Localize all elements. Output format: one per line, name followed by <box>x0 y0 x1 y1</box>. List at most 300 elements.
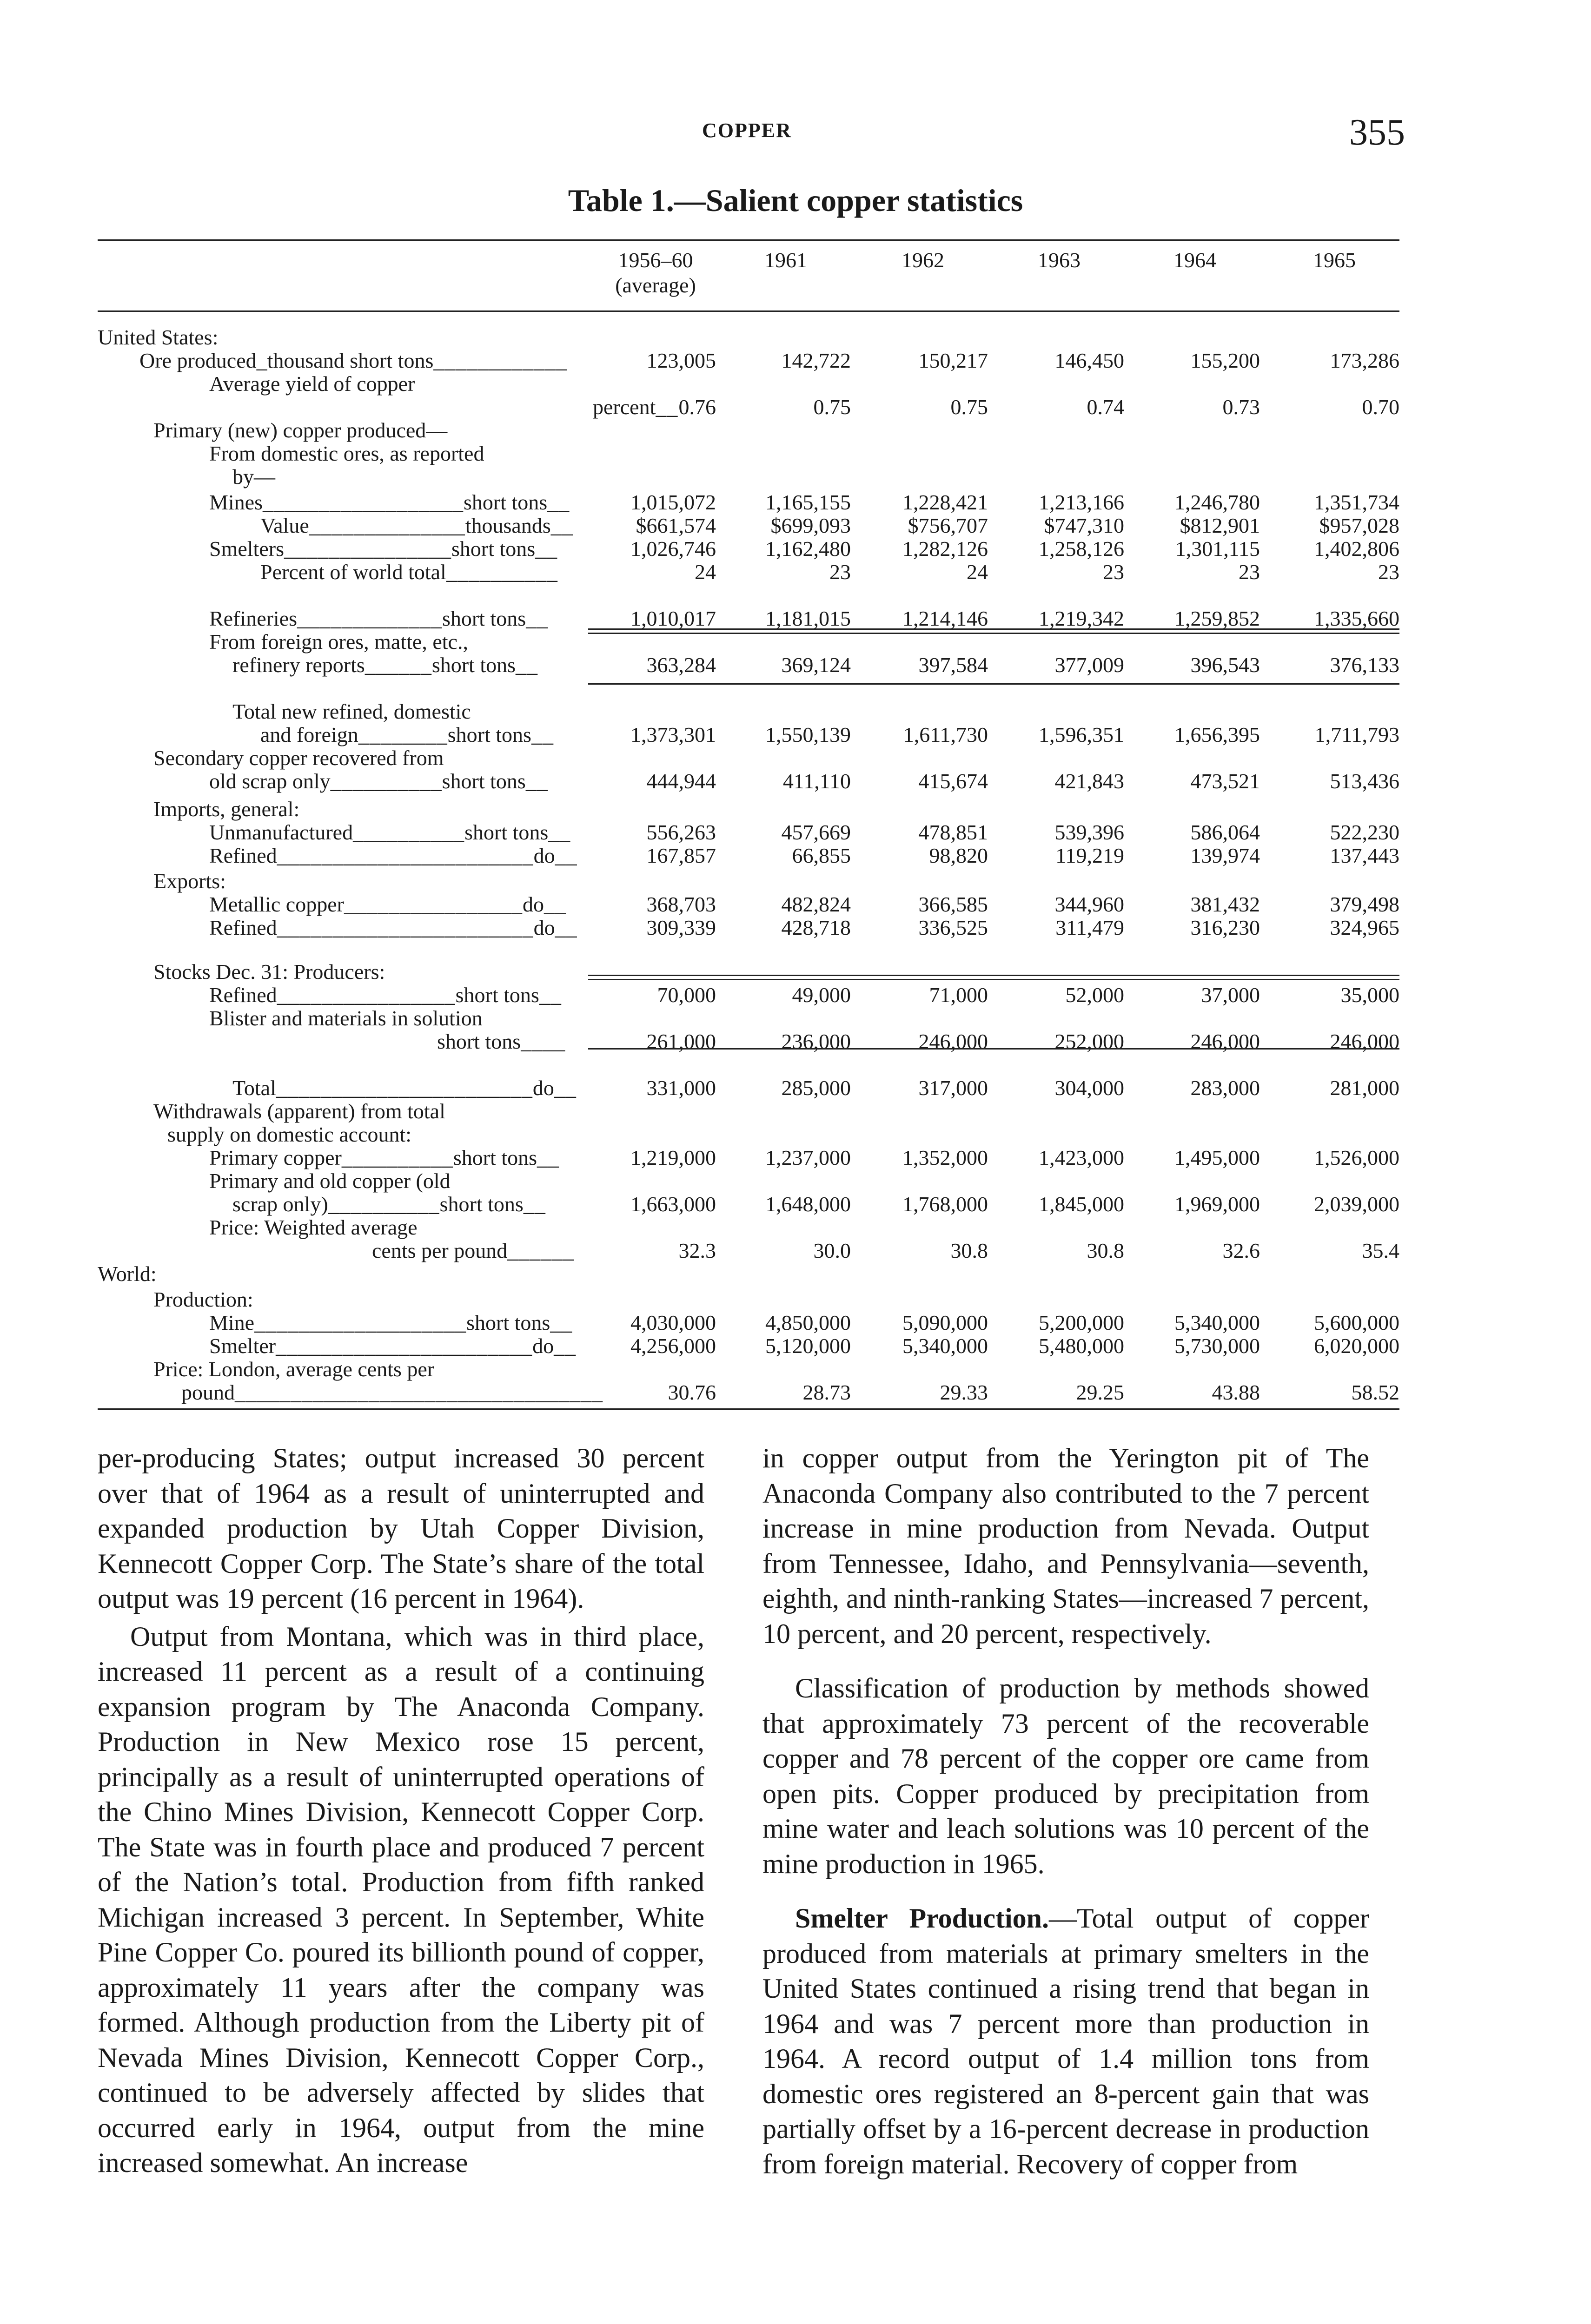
page-number: 355 <box>1349 112 1405 153</box>
row-label <box>167 1122 411 1147</box>
text-column-right <box>762 1441 1369 2182</box>
row-label <box>209 607 548 631</box>
dot-leader: _______________________ <box>276 1334 533 1358</box>
table-cell: 377,009 <box>1054 653 1124 677</box>
table-header-rule <box>98 310 1399 312</box>
dot-leader: __________ <box>341 1146 453 1169</box>
table-cell: 369,124 <box>781 653 851 677</box>
row-unit: short tons <box>439 1192 524 1216</box>
dot-leader: __ <box>516 653 538 677</box>
table-cell: $812,901 <box>1180 514 1260 537</box>
table-row <box>0 1192 1591 1216</box>
row-label-text: Smelters <box>209 537 284 561</box>
table-row <box>0 1099 1591 1123</box>
col-head-1963: 1963 <box>1038 248 1081 272</box>
table-cell: 281,000 <box>1330 1076 1399 1100</box>
row-label <box>260 514 573 538</box>
row-label-text: Total <box>232 1076 276 1100</box>
row-label-text: refinery reports <box>232 653 365 677</box>
row-label-text: Average yield of copper <box>209 372 415 396</box>
row-label-text: Refined <box>209 983 277 1007</box>
dot-leader: _______________________ <box>277 916 534 939</box>
row-label <box>232 465 275 489</box>
table-cell: 539,396 <box>1054 820 1124 844</box>
dot-leader: __ <box>526 607 549 630</box>
table-cell: 137,443 <box>1330 844 1399 867</box>
table-cell: 155,200 <box>1190 349 1260 372</box>
table-cell: 1,550,139 <box>765 723 851 746</box>
table-cell: 482,824 <box>781 892 851 916</box>
table-row <box>0 1146 1591 1170</box>
running-title: COPPER <box>702 119 792 142</box>
table-cell: 1,162,480 <box>765 537 851 561</box>
table-cell: 1,259,852 <box>1174 607 1260 630</box>
table-cell: 150,217 <box>918 349 988 372</box>
dot-leader: __ <box>547 490 570 514</box>
dot-leader: ______ <box>365 653 432 677</box>
row-label-text: Refined <box>209 916 277 939</box>
row-label-text: Price: Weighted average <box>209 1215 418 1239</box>
table-row <box>0 960 1591 984</box>
table-cell: 428,718 <box>781 916 851 939</box>
dot-leader: __ <box>539 983 562 1007</box>
table-row <box>0 820 1591 845</box>
row-unit: do <box>532 1334 554 1358</box>
table-row <box>0 723 1591 747</box>
row-label-text: United States: <box>98 325 219 349</box>
table-row <box>0 372 1591 396</box>
table-top-rule <box>98 239 1399 241</box>
table-cell: 331,000 <box>646 1076 716 1100</box>
table-row <box>0 560 1591 584</box>
table-cell: 1,352,000 <box>902 1146 988 1169</box>
table-cell: 1,219,342 <box>1039 607 1124 630</box>
table-cell: 1,969,000 <box>1174 1192 1260 1216</box>
row-label <box>232 653 538 677</box>
row-unit: short tons <box>431 653 516 677</box>
dot-leader: ________ <box>358 723 448 746</box>
table-cell: 397,584 <box>918 653 988 677</box>
row-unit: short tons <box>464 820 549 844</box>
table-cell: 1,246,780 <box>1174 490 1260 514</box>
dot-leader: __ <box>531 723 554 746</box>
table-row <box>0 1380 1591 1405</box>
row-label <box>232 1076 577 1100</box>
table-cell: 1,495,000 <box>1174 1146 1260 1169</box>
row-label <box>209 916 577 940</box>
row-label-text: Withdrawals (apparent) from total <box>153 1099 445 1123</box>
table-row <box>0 418 1591 442</box>
table-cell: 586,064 <box>1190 820 1260 844</box>
table-cell: 5,120,000 <box>765 1334 851 1358</box>
table-row <box>0 1287 1591 1312</box>
row-label <box>232 700 471 724</box>
dot-leader: _______________ <box>284 537 451 561</box>
row-label <box>209 442 484 466</box>
table-cell: 0.75 <box>813 395 851 419</box>
table-row <box>0 916 1591 940</box>
row-unit: short tons <box>451 537 536 561</box>
table-cell: 70,000 <box>657 983 716 1007</box>
row-label <box>209 983 562 1007</box>
row-label-text: Primary (new) copper produced— <box>153 418 448 442</box>
dot-leader: _________________________________ <box>235 1380 603 1404</box>
table-cell: 5,340,000 <box>902 1334 988 1358</box>
col-head-1965: 1965 <box>1313 248 1356 272</box>
row-label <box>153 746 444 770</box>
table-cell: 43.88 <box>1212 1380 1260 1404</box>
dot-leader: __ <box>555 844 577 867</box>
row-unit: short tons <box>455 983 539 1007</box>
table-double-rule <box>588 975 1399 980</box>
table-cell: 1,845,000 <box>1039 1192 1124 1216</box>
dot-leader: __ <box>554 1334 577 1358</box>
table-cell: 30.8 <box>950 1239 988 1262</box>
dot-leader: ___________________ <box>254 1311 467 1334</box>
dot-leader: ________________ <box>344 892 523 916</box>
row-label-text: old scrap only <box>209 769 331 793</box>
row-label <box>153 418 447 442</box>
row-label <box>209 1169 451 1193</box>
table-cell: 411,110 <box>782 769 851 793</box>
text-column-left <box>98 1441 704 2181</box>
table-cell: 304,000 <box>1054 1076 1124 1100</box>
table-cell: 0.75 <box>950 395 988 419</box>
row-label <box>260 560 558 584</box>
table-row <box>0 769 1591 793</box>
table-cell: 1,648,000 <box>765 1192 851 1216</box>
table-cell: 261,000 <box>646 1030 716 1053</box>
table-cell: 0.76 <box>678 395 716 419</box>
table-cell: 1,258,126 <box>1039 537 1124 561</box>
table-cell: 30.0 <box>813 1239 851 1262</box>
table-cell: 71,000 <box>929 983 988 1007</box>
row-label-text: Price: London, average cents per <box>153 1357 435 1381</box>
row-label-text: Total new refined, domestic <box>232 700 471 723</box>
table-cell: 29.33 <box>940 1380 988 1404</box>
table-cell: 119,219 <box>1055 844 1124 867</box>
row-unit: short tons <box>464 490 548 514</box>
table-cell: 139,974 <box>1190 844 1260 867</box>
table-cell: 58.52 <box>1351 1380 1399 1404</box>
row-label-text: Mine <box>209 1311 255 1334</box>
table-cell: 52,000 <box>1065 983 1124 1007</box>
row-label <box>209 844 577 868</box>
table-row <box>0 537 1591 561</box>
table-cell: 1,010,017 <box>630 607 716 630</box>
table-row <box>0 1122 1591 1147</box>
table-row <box>0 653 1591 677</box>
table-cell: 457,669 <box>781 820 851 844</box>
dot-leader: ____________ <box>433 349 568 372</box>
table-cell: 1,656,395 <box>1174 723 1260 746</box>
row-unit: thousands <box>465 514 551 537</box>
table-cell: 5,340,000 <box>1174 1311 1260 1334</box>
table-cell: 24 <box>967 560 988 584</box>
table-cell: 368,703 <box>646 892 716 916</box>
table-cell: 5,480,000 <box>1039 1334 1124 1358</box>
table-row <box>0 869 1591 893</box>
row-label-text: Value <box>260 514 309 537</box>
table-cell: 556,263 <box>646 820 716 844</box>
dot-leader: __ <box>550 1311 573 1334</box>
dot-leader: __ <box>550 514 573 537</box>
row-label-text: Blister and materials in solution <box>209 1006 483 1030</box>
table-cell: 5,730,000 <box>1174 1334 1260 1358</box>
table-cell: 1,228,421 <box>902 490 988 514</box>
table-cell: 23 <box>1378 560 1399 584</box>
table-row <box>0 1357 1591 1381</box>
table-cell: 246,000 <box>1330 1030 1399 1053</box>
dot-leader: __ <box>555 916 577 939</box>
row-label-text: Unmanufactured <box>209 820 353 844</box>
paragraph: in copper output from the Yerington pit of The Anaconda Company also contributed to the 7 percent increase in mine production from Nevada. Output from Tennessee, Idaho, and Pennsylvania—seventh, eighth, and ninth-ranking States—increased 7 percent, 10 percent, and 20 percent, respectively. <box>762 1443 1369 1649</box>
table-cell: 1,214,146 <box>902 607 988 630</box>
table-cell: 324,965 <box>1330 916 1399 939</box>
table-cell: 167,857 <box>646 844 716 867</box>
row-label <box>98 325 218 350</box>
row-label-text: Primary copper <box>209 1146 342 1169</box>
table-cell: 146,450 <box>1054 349 1124 372</box>
table-title: Table 1.—Salient copper statistics <box>568 183 1023 218</box>
table-cell: 236,000 <box>781 1030 851 1053</box>
table-cell: 1,663,000 <box>630 1192 716 1216</box>
table-cell: 23 <box>829 560 851 584</box>
table-cell: 396,543 <box>1190 653 1260 677</box>
table-cell: 29.25 <box>1076 1380 1124 1404</box>
table-cell: 5,090,000 <box>902 1311 988 1334</box>
row-label-text: Stocks Dec. 31: Producers: <box>153 960 385 984</box>
paragraph: Classification of production by methods showed that approximately 73 percent of the recoverable copper and 78 percent of the copper ore came from open pits. Copper produced by precipitation from mine water and leach solutions was 10 percent of the mine production in 1965. <box>762 1673 1369 1879</box>
table-row <box>0 442 1591 466</box>
row-label-text: by— <box>232 465 275 489</box>
table-cell: 32.6 <box>1222 1239 1260 1262</box>
table-cell: 444,944 <box>646 769 716 793</box>
table-row <box>0 983 1591 1007</box>
table-cell: $957,028 <box>1319 514 1399 537</box>
row-label <box>209 537 557 561</box>
row-label <box>209 769 548 793</box>
table-row <box>0 892 1591 917</box>
row-label <box>209 372 415 396</box>
row-label-text: Percent of world total <box>260 560 446 584</box>
row-unit: do <box>533 844 555 867</box>
table-cell: 1,351,734 <box>1314 490 1399 514</box>
row-label <box>153 1357 434 1381</box>
table-cell: 0.73 <box>1222 395 1260 419</box>
table-cell: 142,722 <box>781 349 851 372</box>
row-label <box>209 1006 483 1030</box>
table-cell: 1,423,000 <box>1039 1146 1124 1169</box>
table-cell: $699,093 <box>770 514 851 537</box>
row-label-text: Refined <box>209 844 277 867</box>
col-head-1961: 1961 <box>764 248 807 272</box>
table-cell: 24 <box>695 560 716 584</box>
table-row <box>0 1030 1591 1054</box>
table-cell: 309,339 <box>646 916 716 939</box>
row-label-text: Secondary copper recovered from <box>153 746 444 770</box>
table-cell: 123,005 <box>646 349 716 372</box>
dot-leader: __________ <box>330 769 442 793</box>
table-cell: 1,181,015 <box>765 607 851 630</box>
row-label <box>209 490 570 515</box>
row-label-text: Exports: <box>153 869 226 893</box>
row-label-text: Imports, general: <box>153 797 300 821</box>
table-cell: 30.76 <box>668 1380 716 1404</box>
table-cell: 23 <box>1103 560 1124 584</box>
table-row <box>0 514 1591 538</box>
table-cell: 30.8 <box>1087 1239 1124 1262</box>
row-label <box>232 1192 546 1216</box>
table-cell: 49,000 <box>792 983 851 1007</box>
table-cell: $756,707 <box>908 514 988 537</box>
dot-leader: __ <box>554 1076 577 1100</box>
row-label <box>153 1099 445 1123</box>
row-unit: do <box>522 892 544 916</box>
row-label-text: Metallic copper <box>209 892 344 916</box>
table-row <box>0 797 1591 821</box>
row-label-text: Ore produced_thousand short tons <box>139 349 434 372</box>
row-label <box>260 723 554 747</box>
row-label-text: percent <box>593 395 656 419</box>
table-cell: 1,611,730 <box>903 723 988 746</box>
table-row <box>0 395 1591 419</box>
dot-leader: __________________ <box>263 490 464 514</box>
table-cell: 1,165,155 <box>765 490 851 514</box>
dot-leader: __ <box>525 769 548 793</box>
table-cell: 0.74 <box>1087 395 1124 419</box>
table-cell: 1,596,351 <box>1039 723 1124 746</box>
table-cell: 379,498 <box>1330 892 1399 916</box>
row-label-text: Primary and old copper (old <box>209 1169 451 1193</box>
table-cell: 98,820 <box>929 844 988 867</box>
row-label-text: From domestic ores, as reported <box>209 442 484 465</box>
table-cell: 252,000 <box>1054 1030 1124 1053</box>
row-label-text: World: <box>98 1262 157 1286</box>
row-label-text: supply on domestic account: <box>167 1122 412 1146</box>
row-label <box>209 892 566 917</box>
table-row <box>0 1215 1591 1240</box>
table-row <box>0 700 1591 724</box>
paragraph: Output from Montana, which was in third place, increased 11 percent as a result of a continuing expansion program by The Anaconda Company. Production in New Mexico rose 15 percent, principally as a result of uninterrupted operations of the Chino Mines Division, Kennecott Copper Corp. The State was in fourth place and produced 7 percent of the Nation’s total. Production from fifth ranked Michigan increased 3 percent. In September, White Pine Copper Co. poured its billionth pound of copper, approximately 11 years after the company was formed. Although production from the Liberty pit of Nevada Mines Division, Kennecott Copper Corp., continued to be adversely affected by slides that occurred early in 1964, output from the mine increased somewhat. An increase <box>98 1621 704 2178</box>
dot-leader: __________ <box>328 1192 440 1216</box>
table-row <box>0 1006 1591 1030</box>
table-cell: 283,000 <box>1190 1076 1260 1100</box>
table-cell: $747,310 <box>1044 514 1124 537</box>
table-cell: 28.73 <box>802 1380 851 1404</box>
table-double-rule <box>588 628 1399 634</box>
table-cell: 478,851 <box>918 820 988 844</box>
table-cell: 1,219,000 <box>630 1146 716 1169</box>
dot-leader: _______________________ <box>277 844 534 867</box>
dot-leader: __ <box>537 1146 560 1169</box>
table-row <box>0 325 1591 350</box>
table-cell: 376,133 <box>1330 653 1399 677</box>
row-unit: short tons <box>442 607 526 630</box>
table-cell: 35,000 <box>1340 983 1399 1007</box>
dot-leader: _____________ <box>297 607 443 630</box>
table-cell: 366,585 <box>918 892 988 916</box>
table-row <box>0 1239 1591 1263</box>
dot-leader: ______ <box>507 1239 575 1262</box>
table-subtotal-rule <box>588 683 1399 685</box>
table-bottom-rule <box>98 1408 1399 1410</box>
table-row <box>0 1262 1591 1286</box>
table-cell: 6,020,000 <box>1314 1334 1399 1358</box>
table-cell: 173,286 <box>1330 349 1399 372</box>
row-label <box>153 960 385 984</box>
dot-leader: __ <box>548 820 571 844</box>
table-row <box>0 607 1591 631</box>
table-cell: 344,960 <box>1054 892 1124 916</box>
table-row <box>0 844 1591 868</box>
table-cell: $661,574 <box>636 514 716 537</box>
table-cell: 1,711,793 <box>1314 723 1399 746</box>
table-row <box>0 1334 1591 1358</box>
dot-leader: __ <box>535 537 558 561</box>
table-row <box>0 746 1591 770</box>
dot-leader: __________ <box>446 560 558 584</box>
row-label <box>153 869 226 893</box>
table-cell: 311,479 <box>1055 916 1124 939</box>
table-row <box>0 465 1591 489</box>
table-cell: 23 <box>1239 560 1260 584</box>
row-label-text: pound <box>181 1380 235 1404</box>
table-cell: 5,200,000 <box>1039 1311 1124 1334</box>
dot-leader: ______________ <box>309 514 465 537</box>
table-cell: 66,855 <box>792 844 851 867</box>
table-cell: 1,402,806 <box>1314 537 1399 561</box>
table-cell: 37,000 <box>1201 983 1260 1007</box>
table-cell: 316,230 <box>1190 916 1260 939</box>
row-unit: do <box>532 1076 554 1100</box>
row-unit: do <box>533 916 555 939</box>
row-label <box>209 820 570 845</box>
row-unit: short tons <box>466 1311 550 1334</box>
col-head-1956-60: 1956–60 (average) <box>615 248 696 297</box>
table-cell: 4,256,000 <box>630 1334 716 1358</box>
table-cell: 421,843 <box>1054 769 1124 793</box>
table-cell: 1,526,000 <box>1314 1146 1399 1169</box>
table-cell: 1,301,115 <box>1175 537 1260 561</box>
table-cell: 381,432 <box>1190 892 1260 916</box>
row-label-text: Smelter <box>209 1334 276 1358</box>
table-row <box>0 1311 1591 1335</box>
row-label <box>209 630 468 654</box>
table-cell: 415,674 <box>918 769 988 793</box>
col-head-1964: 1964 <box>1173 248 1216 272</box>
table-cell: 1,015,072 <box>630 490 716 514</box>
table-cell: 336,525 <box>918 916 988 939</box>
table-row <box>0 1076 1591 1100</box>
table-cell: 522,230 <box>1330 820 1399 844</box>
row-label <box>209 1334 576 1358</box>
row-label <box>209 1215 418 1240</box>
table-cell: 363,284 <box>646 653 716 677</box>
row-label-text: short tons <box>437 1030 521 1053</box>
row-label-text: Production: <box>153 1287 253 1311</box>
table-cell: 32.3 <box>678 1239 716 1262</box>
dot-leader: __ <box>656 395 678 419</box>
dot-leader: __________ <box>353 820 465 844</box>
row-label <box>181 1380 603 1405</box>
table-cell: 1,335,660 <box>1314 607 1399 630</box>
table-cell: 1,237,000 <box>765 1146 851 1169</box>
dot-leader: __ <box>544 892 566 916</box>
row-label-text: scrap only) <box>232 1192 328 1216</box>
table-row <box>0 1169 1591 1193</box>
col-head-1962: 1962 <box>902 248 944 272</box>
